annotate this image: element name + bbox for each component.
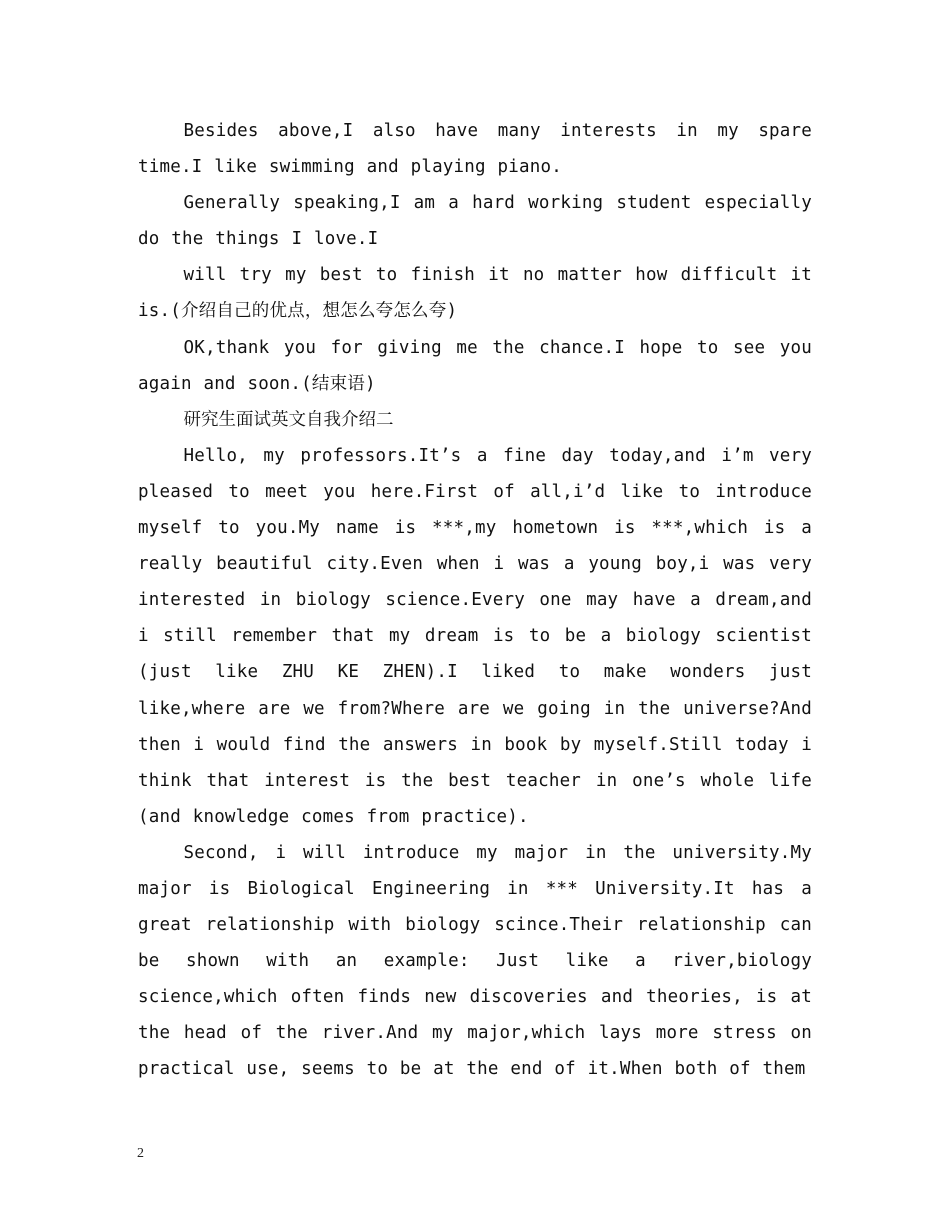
paragraph-interests: Besides above,I also have many interests in my spare time.I like swimming and playing piano. bbox=[138, 121, 812, 178]
paragraph-major: Second, i will introduce my major in the university.My major is Biological Engineering in *** University.It has a great relationship with biology scince.Their relationship can be shown with an example: Just like a river,biology science,which often finds new discoveries and theories, is at the head of the river.And my major,which lays more stress on practical use, seems to be at the end of it.When both of them bbox=[138, 842, 812, 1080]
paragraph-hello-professors: Hello, my professors.It’s a fine day today,and i’m very pleased to meet you here.First of all,i’d like to introduce myself to you.My name is ***,my hometown is ***,which is a really beautiful city.Even when i was a young boy,i was very interested in biology science.Every one may have a dream,and i still remember that my dream is to be a biology scientist (just like ZHU KE ZHEN).I liked to make wonders just like,where are we from?Where are we going in the universe?And then i would find the answers in book by myself.Still today i think that interest is the best teacher in one’s whole life (and knowledge comes from practice). bbox=[138, 445, 812, 827]
document-body bbox=[138, 113, 812, 1088]
paragraph-try-best: will try my best to finish it no matter how difficult it is.(介绍自己的优点，想怎么夸怎么夸) bbox=[138, 265, 812, 322]
paragraph-closing: OK,thank you for giving me the chance.I hope to see you again and soon.(结束语) bbox=[138, 337, 812, 394]
page-number: 2 bbox=[137, 1146, 144, 1161]
section-heading: 研究生面试英文自我介绍二 bbox=[183, 409, 394, 430]
paragraph-hard-working: Generally speaking,I am a hard working student especially do the things I love.I bbox=[138, 193, 812, 250]
